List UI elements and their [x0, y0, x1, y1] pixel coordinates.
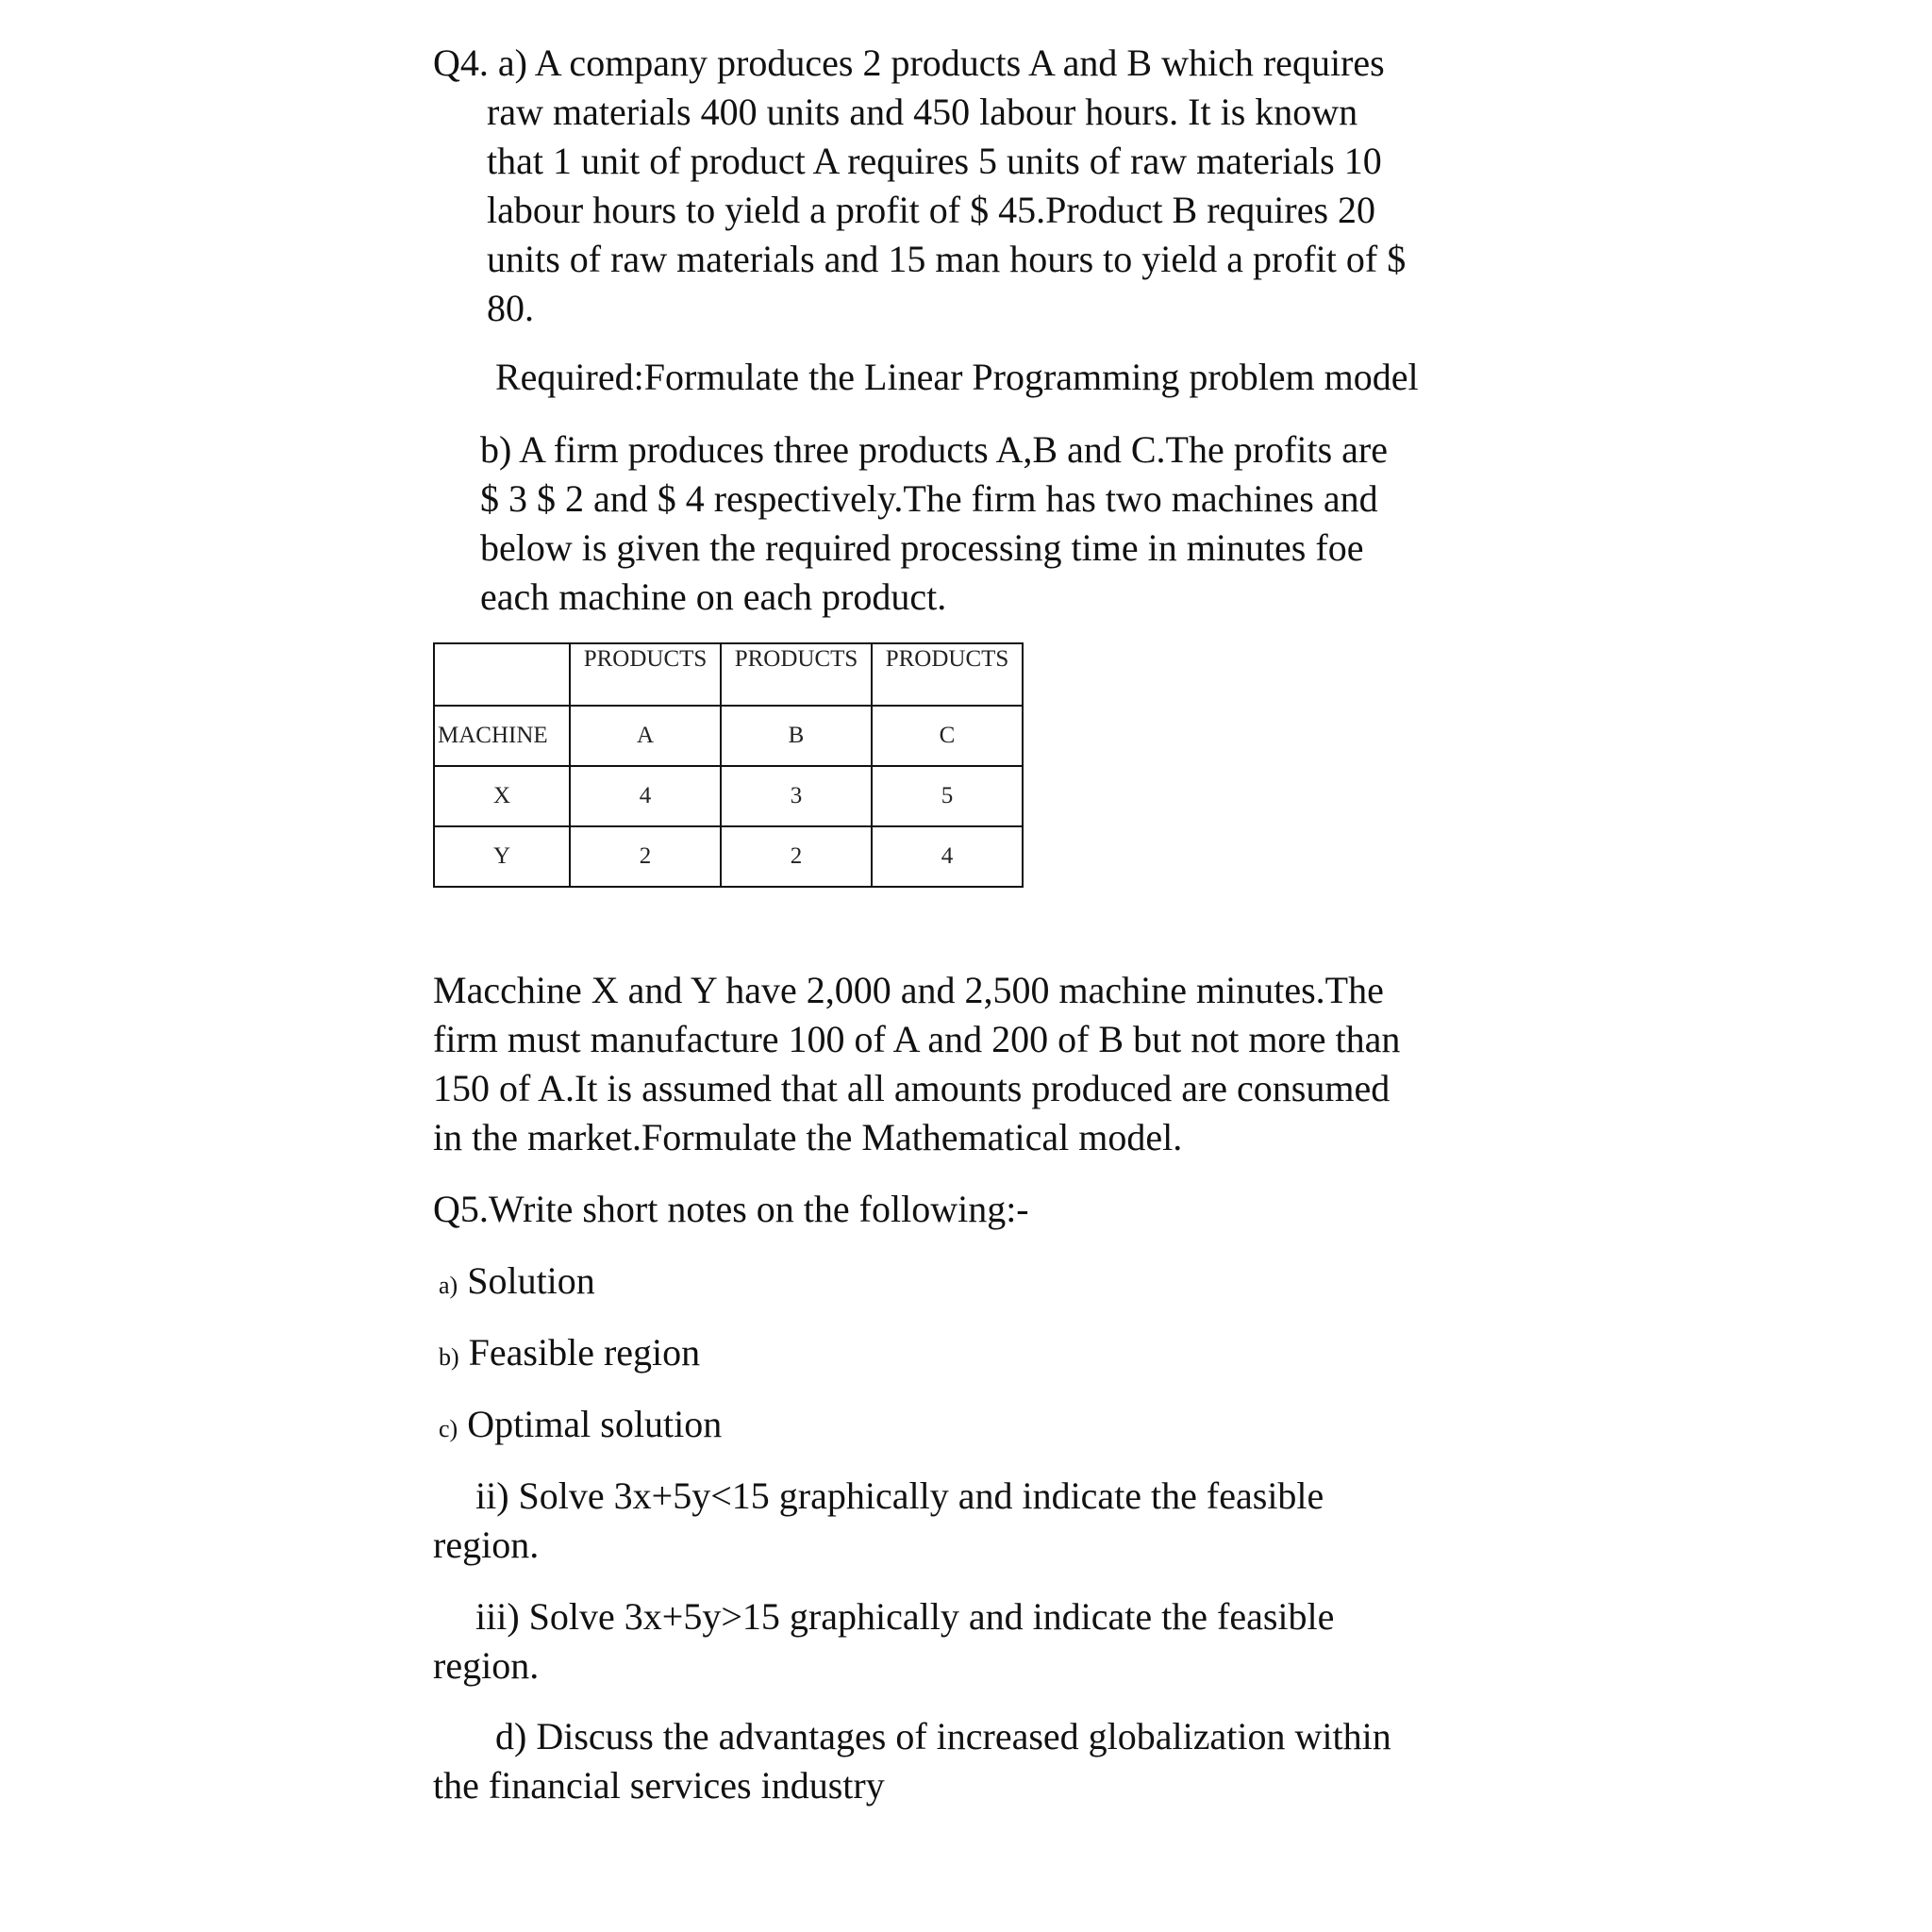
q5-ii-line-1: ii) Solve 3x+5y<15 graphically and indicate the feasible	[475, 1474, 1324, 1517]
table-row	[434, 826, 1023, 887]
machines-line-3: 150 of A.It is assumed that all amounts produced are consumed	[433, 1067, 1391, 1109]
table-cell: Y	[434, 826, 570, 887]
q5-item-b-text: Feasible region	[468, 1331, 701, 1374]
q5-d	[433, 1712, 1391, 1810]
q4-a-line-3: that 1 unit of product A requires 5 units of raw materials 10	[487, 140, 1382, 182]
table-product-a-header: A	[570, 706, 721, 766]
table-subheader-row	[434, 706, 1023, 766]
table-header-products: PRODUCTS	[721, 643, 872, 706]
table-machine-header: MACHINE	[434, 706, 570, 766]
q4-a-line-5: units of raw materials and 15 man hours to yield a profit of $	[487, 238, 1407, 280]
processing-time-table	[433, 642, 1024, 888]
machines-paragraph	[433, 966, 1400, 1162]
table-cell: 4	[872, 826, 1023, 887]
table-cell: 3	[721, 766, 872, 826]
q4-part-a	[433, 39, 1406, 333]
table-cell: 5	[872, 766, 1023, 826]
q5-item-c	[439, 1400, 722, 1454]
table-product-b-header: B	[721, 706, 872, 766]
q5-item-c-marker: c)	[439, 1415, 458, 1442]
machines-line-4: in the market.Formulate the Mathematical model.	[433, 1116, 1183, 1158]
table-cell: 2	[570, 826, 721, 887]
q4-part-b	[480, 425, 1388, 622]
table-cell: X	[434, 766, 570, 826]
q5-ii	[433, 1472, 1324, 1570]
machines-line-2: firm must manufacture 100 of A and 200 of B but not more than	[433, 1018, 1401, 1060]
table-cell: 2	[721, 826, 872, 887]
q4-b-line-2: $ 3 $ 2 and $ 4 respectively.The firm has two machines and	[480, 477, 1378, 520]
table-header-products: PRODUCTS	[570, 643, 721, 706]
q5-iii	[433, 1592, 1334, 1690]
q5-iii-line-1: iii) Solve 3x+5y>15 graphically and indicate the feasible	[475, 1595, 1335, 1638]
q4-required: Required:Formulate the Linear Programming problem model	[495, 356, 1419, 398]
q5-ii-line-2: region.	[433, 1524, 540, 1566]
table-header-products: PRODUCTS	[872, 643, 1023, 706]
q5-item-a-text: Solution	[467, 1259, 595, 1302]
q5-item-a-marker: a)	[439, 1272, 458, 1299]
q4-a-line-6: 80.	[487, 287, 534, 329]
q4-b-line-1: b) A firm produces three products A,B and C.The profits are	[480, 428, 1388, 471]
table-row	[434, 766, 1023, 826]
q5-item-b-marker: b)	[439, 1343, 459, 1371]
q5-item-c-text: Optimal solution	[467, 1403, 723, 1445]
q4-a-line-4: labour hours to yield a profit of $ 45.Product B requires 20	[487, 189, 1376, 231]
q5-title: Q5.Write short notes on the following:-	[433, 1188, 1029, 1230]
q4-b-line-4: each machine on each product.	[480, 575, 947, 618]
q4-a-line-1: Q4. a) A company produces 2 products A and B which requires	[433, 42, 1385, 84]
q5-d-line-2: the financial services industry	[433, 1764, 885, 1807]
q4-b-line-3: below is given the required processing time in minutes foe	[480, 526, 1364, 569]
q5-item-b	[439, 1328, 700, 1382]
q5-iii-line-2: region.	[433, 1644, 540, 1687]
table-header-row	[434, 643, 1023, 706]
table-cell: 4	[570, 766, 721, 826]
q4-a-line-2: raw materials 400 units and 450 labour hours. It is known	[487, 91, 1358, 133]
machines-line-1: Macchine X and Y have 2,000 and 2,500 machine minutes.The	[433, 969, 1384, 1011]
q5-item-a	[439, 1257, 595, 1310]
table-product-c-header: C	[872, 706, 1023, 766]
q5-d-line-1: d) Discuss the advantages of increased globalization within	[495, 1715, 1391, 1757]
table-corner-cell	[434, 643, 570, 706]
